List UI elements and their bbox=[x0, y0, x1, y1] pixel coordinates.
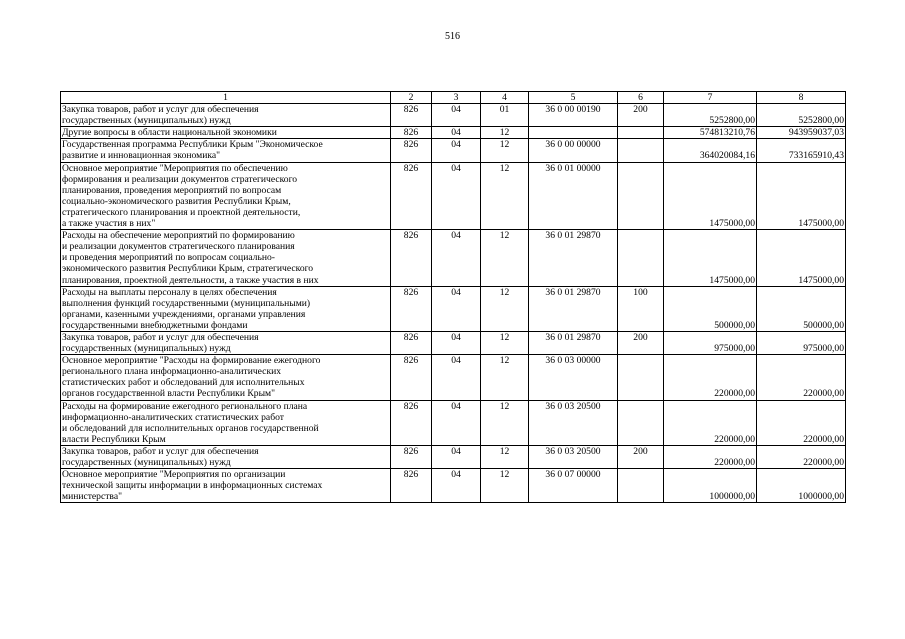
subsection-cell: 12 bbox=[481, 400, 529, 445]
expense-type-cell bbox=[618, 469, 664, 503]
item-name-cell bbox=[61, 104, 391, 127]
expense-type-cell bbox=[618, 162, 664, 230]
section-cell: 04 bbox=[432, 127, 481, 139]
item-name-cell bbox=[61, 355, 391, 400]
code-cell: 826 bbox=[391, 139, 432, 162]
item-name-line: Основное мероприятие "Мероприятия по организации bbox=[62, 469, 286, 481]
item-name-line: и обследований для исполнительных органов государственной bbox=[62, 422, 319, 434]
amount-year2-cell: 1475000,00 bbox=[757, 230, 846, 286]
table-row bbox=[61, 139, 846, 162]
item-name-cell bbox=[61, 162, 391, 230]
table-row bbox=[61, 469, 846, 503]
code-cell: 826 bbox=[391, 286, 432, 331]
item-name-line: информационно-аналитических статистических работ bbox=[62, 411, 284, 423]
column-header: 6 bbox=[618, 92, 664, 104]
item-name-line: и проведения мероприятий по вопросам социально- bbox=[62, 252, 275, 264]
section-cell: 04 bbox=[432, 139, 481, 162]
table-row bbox=[61, 355, 846, 400]
code-cell: 826 bbox=[391, 162, 432, 230]
target-article-cell: 36 0 03 00000 bbox=[529, 355, 618, 400]
item-name-cell bbox=[61, 469, 391, 503]
amount-year2-cell: 220000,00 bbox=[757, 445, 846, 468]
table-row bbox=[61, 162, 846, 230]
item-name-line: Государственная программа Республики Крым "Экономическое bbox=[62, 139, 323, 151]
item-name-line: развитие и инновационная экономика" bbox=[62, 150, 221, 162]
item-name-line: Расходы на выплаты персоналу в целях обеспечения bbox=[62, 286, 277, 298]
target-article-cell: 36 0 01 29870 bbox=[529, 230, 618, 286]
amount-year1-cell: 1475000,00 bbox=[664, 230, 757, 286]
amount-year2-cell: 1000000,00 bbox=[757, 469, 846, 503]
amount-year1-cell: 364020084,16 bbox=[664, 139, 757, 162]
expense-type-cell: 200 bbox=[618, 104, 664, 127]
amount-year2-cell: 5252800,00 bbox=[757, 104, 846, 127]
item-name-line: планирования, проектной деятельности, а также участия в них bbox=[62, 274, 319, 286]
subsection-cell: 12 bbox=[481, 139, 529, 162]
expense-type-cell bbox=[618, 230, 664, 286]
item-name-line: органами, казенными учреждениями, органами управления bbox=[62, 308, 306, 320]
target-article-cell: 36 0 01 29870 bbox=[529, 286, 618, 331]
subsection-cell: 12 bbox=[481, 230, 529, 286]
column-header: 3 bbox=[432, 92, 481, 104]
table-row bbox=[61, 331, 846, 354]
item-name-cell bbox=[61, 400, 391, 445]
table-row bbox=[61, 286, 846, 331]
amount-year1-cell: 220000,00 bbox=[664, 400, 757, 445]
amount-year1-cell: 574813210,76 bbox=[664, 127, 757, 139]
item-name-cell bbox=[61, 127, 391, 139]
section-cell: 04 bbox=[432, 355, 481, 400]
amount-year2-cell: 733165910,43 bbox=[757, 139, 846, 162]
item-name-line: Закупка товаров, работ и услуг для обеспечения bbox=[62, 104, 259, 116]
amount-year1-cell: 5252800,00 bbox=[664, 104, 757, 127]
code-cell: 826 bbox=[391, 355, 432, 400]
item-name-cell bbox=[61, 445, 391, 468]
section-cell: 04 bbox=[432, 400, 481, 445]
expense-type-cell bbox=[618, 355, 664, 400]
target-article-cell: 36 0 03 20500 bbox=[529, 445, 618, 468]
item-name-line: формирования и реализации документов стратегического bbox=[62, 173, 298, 185]
item-name-line: Расходы на обеспечение мероприятий по формированию bbox=[62, 230, 295, 242]
section-cell: 04 bbox=[432, 104, 481, 127]
item-name-line: Основное мероприятие "Мероприятия по обеспечению bbox=[62, 162, 288, 174]
item-name-line: регионального плана информационно-аналитических bbox=[62, 366, 282, 378]
expense-type-cell bbox=[618, 127, 664, 139]
amount-year1-cell: 1475000,00 bbox=[664, 162, 757, 230]
target-article-cell: 36 0 03 20500 bbox=[529, 400, 618, 445]
expense-type-cell bbox=[618, 400, 664, 445]
subsection-cell: 12 bbox=[481, 469, 529, 503]
section-cell: 04 bbox=[432, 230, 481, 286]
subsection-cell: 12 bbox=[481, 127, 529, 139]
target-article-cell: 36 0 01 00000 bbox=[529, 162, 618, 230]
column-header: 5 bbox=[529, 92, 618, 104]
target-article-cell: 36 0 07 00000 bbox=[529, 469, 618, 503]
item-name-line: Другие вопросы в области национальной экономики bbox=[62, 127, 277, 139]
item-name-line: социально-экономического развития Республики Крым, bbox=[62, 195, 291, 207]
column-header: 2 bbox=[391, 92, 432, 104]
item-name-line: выполнения функций государственными (муниципальными) bbox=[62, 297, 311, 309]
item-name-cell bbox=[61, 286, 391, 331]
amount-year1-cell: 220000,00 bbox=[664, 355, 757, 400]
amount-year1-cell: 500000,00 bbox=[664, 286, 757, 331]
table-row bbox=[61, 445, 846, 468]
item-name-cell bbox=[61, 230, 391, 286]
item-name-cell bbox=[61, 331, 391, 354]
column-header: 7 bbox=[664, 92, 757, 104]
amount-year2-cell: 500000,00 bbox=[757, 286, 846, 331]
item-name-line: государственных (муниципальных) нужд bbox=[62, 457, 231, 468]
item-name-line: государственных (муниципальных) нужд bbox=[62, 343, 231, 355]
column-header: 4 bbox=[481, 92, 529, 104]
subsection-cell: 12 bbox=[481, 445, 529, 468]
amount-year2-cell: 1475000,00 bbox=[757, 162, 846, 230]
page-number: 516 bbox=[445, 31, 460, 42]
item-name-line: государственными внебюджетными фондами bbox=[62, 319, 248, 331]
item-name-cell bbox=[61, 139, 391, 162]
header-row bbox=[61, 92, 846, 104]
subsection-cell: 12 bbox=[481, 162, 529, 230]
subsection-cell: 12 bbox=[481, 355, 529, 400]
amount-year2-cell: 975000,00 bbox=[757, 331, 846, 354]
amount-year1-cell: 975000,00 bbox=[664, 331, 757, 354]
item-name-line: органов государственной власти Республики Крым" bbox=[62, 388, 276, 400]
item-name-line: Закупка товаров, работ и услуг для обеспечения bbox=[62, 445, 259, 457]
code-cell: 826 bbox=[391, 230, 432, 286]
expense-type-cell: 200 bbox=[618, 331, 664, 354]
item-name-line: министерства" bbox=[62, 491, 123, 503]
budget-table bbox=[60, 91, 846, 503]
code-cell: 826 bbox=[391, 127, 432, 139]
item-name-line: государственных (муниципальных) нужд bbox=[62, 115, 231, 127]
section-cell: 04 bbox=[432, 162, 481, 230]
section-cell: 04 bbox=[432, 331, 481, 354]
target-article-cell: 36 0 00 00190 bbox=[529, 104, 618, 127]
item-name-line: технической защиты информации в информационных системах bbox=[62, 480, 323, 492]
target-article-cell: 36 0 01 29870 bbox=[529, 331, 618, 354]
amount-year2-cell: 943959037,03 bbox=[757, 127, 846, 139]
section-cell: 04 bbox=[432, 445, 481, 468]
code-cell: 826 bbox=[391, 331, 432, 354]
section-cell: 04 bbox=[432, 469, 481, 503]
code-cell: 826 bbox=[391, 104, 432, 127]
item-name-line: планирования, проведения мероприятий по вопросам bbox=[62, 184, 282, 196]
amount-year1-cell: 1000000,00 bbox=[664, 469, 757, 503]
item-name-line: а также участия в них" bbox=[62, 218, 156, 230]
code-cell: 826 bbox=[391, 469, 432, 503]
item-name-line: Основное мероприятие "Расходы на формирование ежегодного bbox=[62, 355, 321, 367]
code-cell: 826 bbox=[391, 400, 432, 445]
subsection-cell: 12 bbox=[481, 286, 529, 331]
item-name-line: экономического развития Республики Крым, стратегического bbox=[62, 263, 314, 275]
item-name-line: Закупка товаров, работ и услуг для обеспечения bbox=[62, 331, 259, 343]
item-name-line: статистических работ и обследований для исполнительных bbox=[62, 377, 305, 389]
subsection-cell: 12 bbox=[481, 331, 529, 354]
subsection-cell: 01 bbox=[481, 104, 529, 127]
item-name-line: власти Республики Крым bbox=[62, 433, 166, 445]
expense-type-cell: 100 bbox=[618, 286, 664, 331]
amount-year2-cell: 220000,00 bbox=[757, 400, 846, 445]
column-header: 8 bbox=[757, 92, 846, 104]
target-article-cell bbox=[529, 127, 618, 139]
amount-year2-cell: 220000,00 bbox=[757, 355, 846, 400]
table-row bbox=[61, 104, 846, 127]
table-row bbox=[61, 230, 846, 286]
item-name-line: и реализации документов стратегического планирования bbox=[62, 241, 295, 253]
target-article-cell: 36 0 00 00000 bbox=[529, 139, 618, 162]
expense-type-cell bbox=[618, 139, 664, 162]
table-row bbox=[61, 127, 846, 139]
item-name-line: Расходы на формирование ежегодного регионального плана bbox=[62, 400, 308, 412]
item-name-line: стратегического планирования и проектной деятельности, bbox=[62, 206, 301, 218]
column-header: 1 bbox=[61, 92, 391, 104]
expense-type-cell: 200 bbox=[618, 445, 664, 468]
section-cell: 04 bbox=[432, 286, 481, 331]
table-row bbox=[61, 400, 846, 445]
amount-year1-cell: 220000,00 bbox=[664, 445, 757, 468]
code-cell: 826 bbox=[391, 445, 432, 468]
